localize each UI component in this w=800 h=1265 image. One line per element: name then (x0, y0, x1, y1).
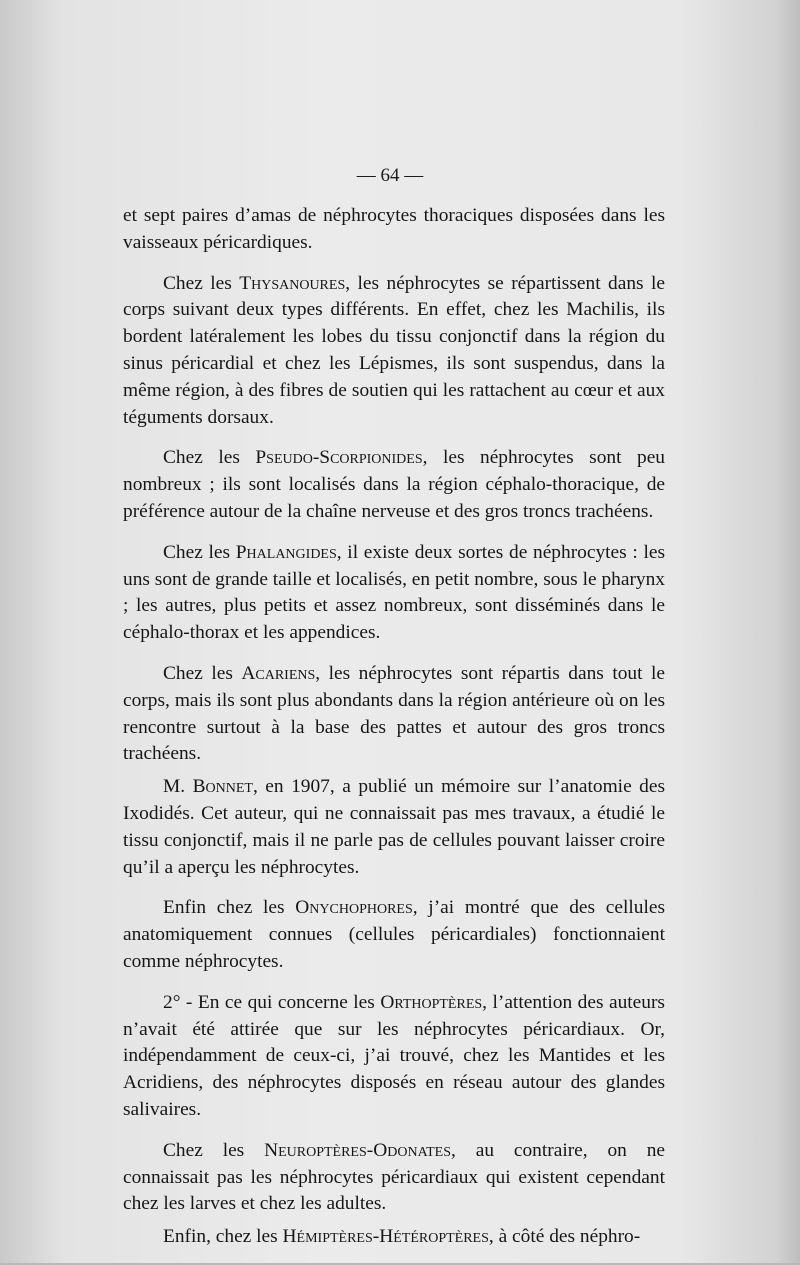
taxon-name: Phalangides (235, 541, 337, 563)
paragraph-3 (123, 445, 665, 525)
paragraph-text: 2° - En ce qui concerne les (163, 991, 381, 1013)
paragraph-text: , à côté des néphro- (488, 1226, 641, 1248)
paragraph-10 (123, 1224, 665, 1251)
taxon-name: Acariens (241, 662, 316, 684)
paragraph-text: Enfin chez les (163, 897, 296, 919)
paragraph-text: Chez les (163, 541, 236, 563)
taxon-name: Neuroptères-Odonates (264, 1139, 452, 1161)
paragraph-text: Chez les (163, 272, 240, 294)
paragraph-1 (123, 203, 665, 257)
paragraph-text: , il existe deux sortes de néphrocytes : les uns sont de grande taille et localisés, en petit nombre, sous le pharynx ; les autres, plus petits et assez nombreux, sont disséminés dans le céphalo-thorax et les appendices. (123, 541, 665, 644)
taxon-name: Pseudo-Scorpionides (255, 447, 423, 469)
paragraph-8 (123, 990, 665, 1124)
paragraph-text: , j’ai montré que des cellules anatomiquement connues (cellules péricardiales) fonctionnaient comme néphrocytes. (123, 897, 665, 972)
paragraph-text: , les néphrocytes sont répartis dans tout le corps, mais ils sont plus abondants dans la région antérieure où on les rencontre surtout à la base des pattes et autour des gros troncs trachéens. (123, 662, 665, 765)
paragraph-9 (123, 1138, 665, 1218)
paragraph-6 (123, 774, 665, 881)
taxon-name: Hémiptères-Hétéroptères (282, 1226, 489, 1248)
paragraph-text: Chez les (163, 1139, 265, 1161)
paragraph-text: , les néphrocytes se répartissent dans le corps suivant deux types différents. En effet, chez les Machilis, ils bordent latéralement les lobes du tissu conjonctif dans la région du sinus péricardial et chez les Lépismes, ils sont suspendus, dans la même région, à des fibres de soutien qui les rattachent au cœur et aux téguments dorsaux. (123, 272, 666, 428)
paragraph-5 (123, 661, 665, 768)
author-name: Bonnet (192, 776, 253, 798)
paragraph-text: M. (163, 776, 193, 798)
paragraph-text: , en 1907, a publié un mémoire sur l’anatomie des Ixodidés. Cet auteur, qui ne connaissait pas mes travaux, a étudié le tissu conjonctif, mais il ne parle pas de cellules pouvant laisser croire qu’il a aperçu les néphrocytes. (123, 776, 666, 878)
taxon-name: Orthoptères (380, 991, 483, 1013)
paragraph-2 (123, 271, 665, 432)
paragraph-4 (123, 540, 665, 647)
paragraph-7 (123, 895, 665, 975)
paragraph-text: , les néphrocytes sont peu nombreux ; ils sont localisés dans la région céphalo-thoracique, de préférence autour de la chaîne nerveuse et des gros troncs trachéens. (123, 447, 665, 522)
taxon-name: Thysanoures (239, 272, 346, 294)
paragraph-text: Enfin, chez les (163, 1226, 283, 1248)
paragraph-text: Chez les (163, 662, 242, 684)
paragraph-text: , au contraire, on ne connaissait pas les néphrocytes péricardiaux qui existent cependant chez les larves et chez les adultes. (123, 1139, 666, 1215)
paragraph-text: Chez les (163, 447, 256, 469)
paragraph-text: et sept paires d’amas de néphrocytes thoraciques disposées dans les vaisseaux péricardiques. (123, 205, 665, 253)
taxon-name: Onychophores (295, 897, 413, 919)
body-text (123, 203, 665, 1265)
paragraph-text: , l’attention des auteurs n’avait été attirée que sur les néphrocytes péricardiaux. Or, indépendamment de ceux-ci, j’ai trouvé, chez les Mantides et les Acridiens, des néphrocytes disposés en réseau autour des glandes salivaires. (123, 991, 665, 1120)
page-number: — 64 — (356, 165, 424, 186)
